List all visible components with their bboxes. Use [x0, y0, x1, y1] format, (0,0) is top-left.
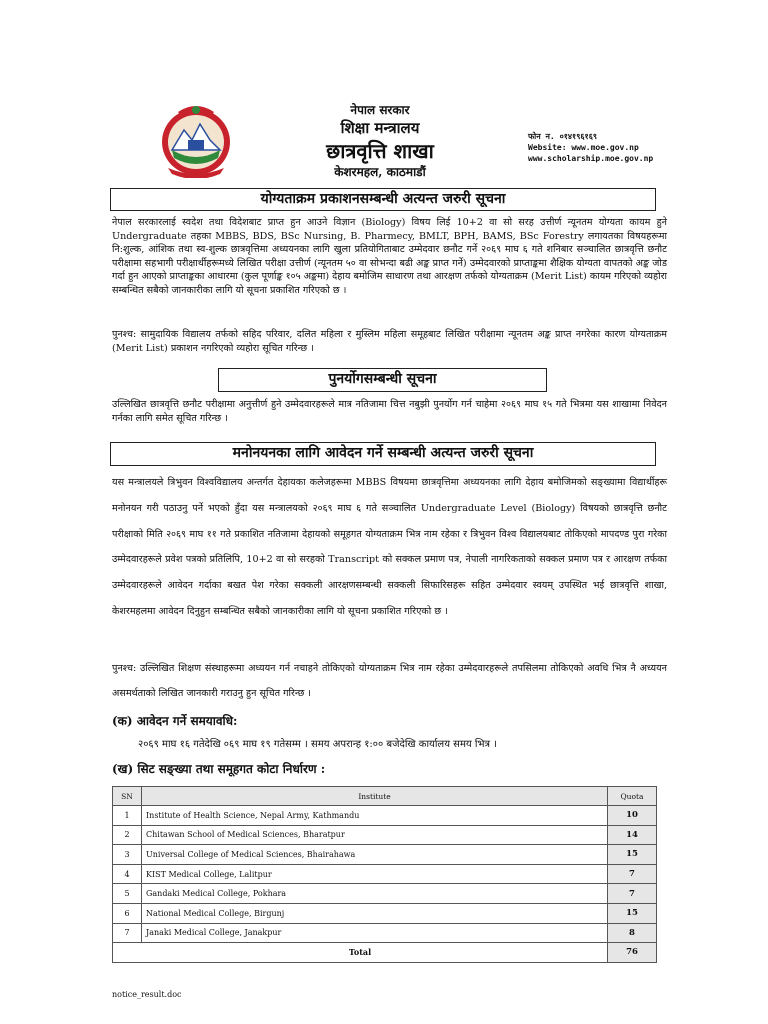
cell-quota: 7 — [608, 884, 657, 904]
nomination-notice-body: यस मन्त्रालयले त्रिभुवन विश्वविद्यालय अन्तर्गत देहायका कलेजहरूमा MBBS विषयमा छात्रवृत्तिमा अध्ययनका लागि देहाय बमोजिमको सङ्ख्यामा विद्यार्थीहरू मनोनयन गरी पठाउनु पर्ने भएको हुँदा यस मन्त्रालयको २०६९ माघ ६ गते सञ्चालित Undergraduate Level (Biology) विषयको छात्रवृत्ति छनौट परीक्षाको मिति २०६९ माघ ११ गते प्रकाशित नतिजामा देहायको समूहगत योग्यताक्रम भित्र नाम रहेका र त्रिभुवन विश्व विद्यालयबाट तोकिएको मापदण्ड पुरा गरेका उम्मेदवारहरूले प्रवेश पत्रको प्रतिलिपि, 10+2 वा सो सरहको Transcript को सक्कल प्रमाण पत्र, नेपाली नागरिकताको सक्कल प्रमाण पत्र र आरक्षण तर्फका उम्मेदवारहरूले आवेदन गर्दाका बखत पेश गरेका सक्कली आरक्षणसम्बन्धी सक्कली सिफारिसहरू सहित उम्मेदवार स्वयम् उपस्थित भई छात्रवृत्ति शाखा, केशरमहलमा आवेदन दिनुहुन सम्बन्धित सबैको जानकारीका लागि यो सूचना प्रकाशित गरिएको छ । — [112, 477, 668, 617]
website-scholarship: www.scholarship.moe.gov.np — [528, 154, 654, 163]
cell-institute: Universal College of Medical Sciences, Bhairahawa — [142, 845, 608, 865]
header-sn: SN — [113, 787, 142, 806]
cell-institute: National Medical College, Birgunj — [142, 903, 608, 923]
cell-institute: Janaki Medical College, Janakpur — [142, 923, 608, 943]
cell-institute: Chitawan School of Medical Sciences, Bharatpur — [142, 825, 608, 845]
table-row — [113, 884, 657, 904]
table-row — [113, 806, 657, 826]
nomination-notice-title: मनोनयनका लागि आवेदन गर्ने सम्बन्धी अत्यन्त जरुरी सूचना — [110, 442, 656, 466]
office-address: केशरमहल, काठमाडौं — [334, 165, 426, 179]
cell-quota: 15 — [608, 845, 657, 865]
website-primary: Website: www.moe.gov.np — [528, 143, 639, 152]
quota-table — [112, 786, 657, 963]
table-row — [113, 845, 657, 865]
cell-quota: 10 — [608, 806, 657, 826]
seat-quota-heading: (ख) सिट सङ्ख्या तथा समूहगत कोटा निर्धारण : — [112, 762, 326, 776]
nepal-emblem-icon — [158, 100, 234, 178]
cell-quota: 7 — [608, 864, 657, 884]
cell-sn: 3 — [113, 845, 142, 865]
cell-institute: KIST Medical College, Lalitpur — [142, 864, 608, 884]
table-header-row — [113, 787, 657, 806]
merit-list-notice-title: योग्यताक्रम प्रकाशनसम्बन्धी अत्यन्त जरुरी सूचना — [110, 188, 656, 211]
total-label: Total — [113, 943, 608, 963]
cell-sn: 6 — [113, 903, 142, 923]
table-row — [113, 864, 657, 884]
document-filename: notice_result.doc — [112, 990, 182, 999]
table-row — [113, 825, 657, 845]
cell-institute: Gandaki Medical College, Pokhara — [142, 884, 608, 904]
total-value: 76 — [608, 943, 657, 963]
table-row — [113, 903, 657, 923]
cell-sn: 1 — [113, 806, 142, 826]
recheck-notice-body: उल्लिखित छात्रवृत्ति छनौट परीक्षामा अनुत्तीर्ण हुने उम्मेदवारहरूले मात्र नतिजामा चित्त नबुझी पुनर्योग गर्न चाहेमा २०६९ माघ १५ गते भित्रमा यस शाखामा निवेदन गर्नका लागि समेत सूचित गरिन्छ । — [112, 399, 667, 424]
phone-number: फोन न. ०१४१९६१६९ — [528, 132, 598, 141]
recheck-notice-title: पुनर्योगसम्बन्धी सूचना — [218, 368, 547, 392]
header-institute: Institute — [142, 787, 608, 806]
cell-sn: 2 — [113, 825, 142, 845]
table-total-row — [113, 943, 657, 963]
letterhead — [300, 102, 460, 180]
government-name: नेपाल सरकार — [350, 103, 410, 117]
cell-sn: 7 — [113, 923, 142, 943]
contact-info — [528, 131, 653, 164]
cell-institute: Institute of Health Science, Nepal Army, Kathmandu — [142, 806, 608, 826]
application-period-text: २०६९ माघ १६ गतेदेखि ०६९ माघ १९ गतेसम्म । समय अपरान्ह १:०० बजेदेखि कार्यालय समय भित्र । — [138, 739, 498, 750]
nomination-notice-postscript: पुनश्च: उल्लिखित शिक्षण संस्थाहरूमा अध्ययन गर्न नचाहने तोकिएको योग्यताक्रम भित्र नाम रहेका उम्मेदवारहरूले तपसिलमा तोकिएको अवधि भित्र नै अध्ययन असमर्थताको लिखित जानकारी गराउनु हुन सूचित गरिन्छ । — [112, 663, 667, 699]
branch-name: छात्रवृत्ति शाखा — [326, 139, 434, 163]
cell-sn: 5 — [113, 884, 142, 904]
header-quota: Quota — [608, 787, 657, 806]
merit-list-notice-postscript: पुनश्च: सामुदायिक विद्यालय तर्फको सहिद परिवार, दलित महिला र मुस्लिम महिला समूहबाट लिखित परीक्षामा न्यूनतम अङ्क प्राप्त नगरेका कारण योग्यताक्रम (Merit List) प्रकाशन नगरिएको व्यहोरा सूचित गरिन्छ । — [112, 329, 667, 354]
application-period-heading: (क) आवेदन गर्ने समयावधि: — [112, 714, 238, 728]
cell-quota: 14 — [608, 825, 657, 845]
cell-sn: 4 — [113, 864, 142, 884]
cell-quota: 8 — [608, 923, 657, 943]
merit-list-notice-body: नेपाल सरकारलाई स्वदेश तथा विदेशबाट प्राप्त हुन आउने विज्ञान (Biology) विषय लिई 10+2 वा सो सरह उत्तीर्ण न्यूनतम योग्यता कायम हुने Undergraduate तहका MBBS, BDS, BSc Nursing, B. Pharmecy, BMLT, BPH, BAMS, BSc Forestry लगायतका विषयहरूमा नि:शुल्क, आंशिक तथा स्व-शुल्क छात्रवृत्तिमा अध्ययनका लागि खुला प्रतियोगिताबाट उम्मेदवार छनौट गर्ने २०६९ माघ ६ गते शनिबार सञ्चालित छात्रवृत्ति छनौट परीक्षामा सहभागी परीक्षार्थीहरूमध्ये लिखित परीक्षा उत्तीर्ण (न्यूनतम ५० वा सोभन्दा बढी अङ्क प्राप्त गर्ने) उम्मेदवारको प्राप्ताङ्कमा शैक्षिक योग्यता वापतको अङ्क जोड गर्दा हुन आएको प्राप्ताङ्कका आधारमा (कुल पूर्णाङ्क १०५ अङ्कमा) देहाय बमोजिम साधारण तथा आरक्षण तर्फको योग्यताक्रम (Merit List) कायम गरिएको व्यहोरा सम्बन्धित सबैको जानकारीका लागि यो सूचना प्रकाशित गरिएको छ । — [112, 217, 667, 296]
cell-quota: 15 — [608, 903, 657, 923]
table-row — [113, 923, 657, 943]
ministry-name: शिक्षा मन्त्रालय — [340, 119, 420, 137]
